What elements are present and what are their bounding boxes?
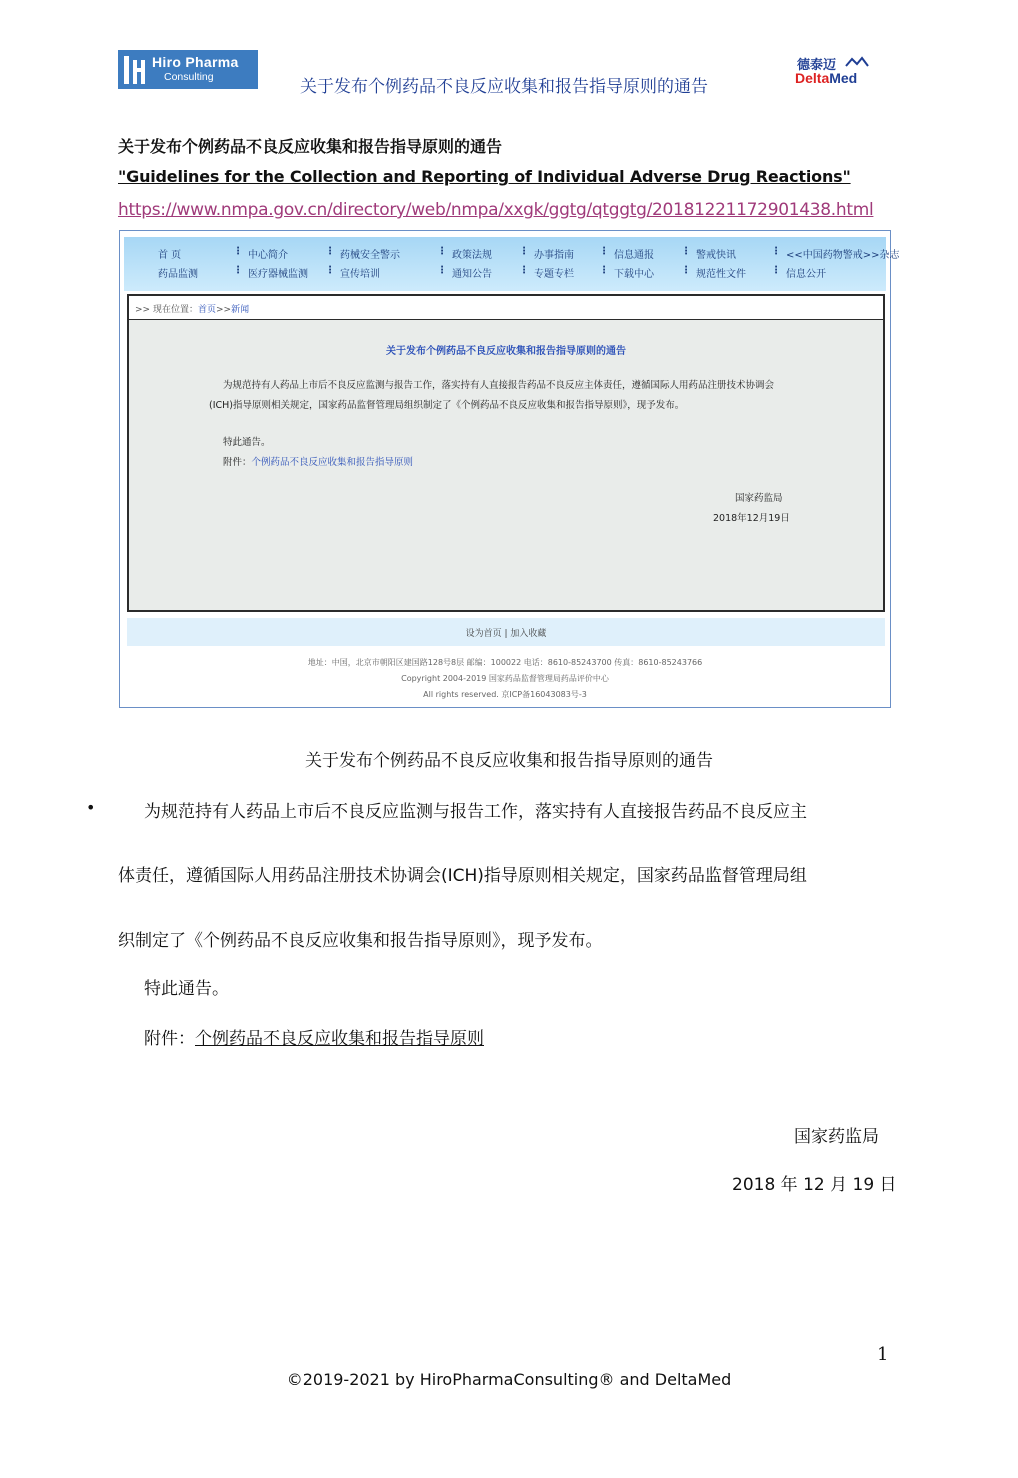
site-footer-address: 地址：中国，北京市朝阳区建国路128号8层 邮编：100022 电话：8610-85243700 传真：8610-85243766 xyxy=(307,658,703,667)
site-nav-item-r1-1[interactable]: 中心简介 xyxy=(248,250,288,261)
header-title: 关于发布个例药品不良反应收集和报告指导原则的通告 xyxy=(300,77,708,97)
hiro-logo-line2: Consulting xyxy=(164,71,214,83)
site-nav-item-r2-2[interactable]: 宣传培训 xyxy=(340,269,380,280)
site-nav-item-r1-5[interactable]: 信息通报 xyxy=(614,250,654,261)
nav-separator: ⋮ xyxy=(681,246,691,257)
body-date: 2018 年 12 月 19 日 xyxy=(732,1175,897,1195)
breadcrumb xyxy=(135,302,249,315)
document-title-cn: 关于发布个例药品不良反应收集和报告指导原则的通告 xyxy=(118,137,503,156)
site-nav-item-r1-6[interactable]: 警戒快讯 xyxy=(696,250,736,261)
hiro-logo-line1: Hiro Pharma xyxy=(152,54,239,70)
site-footer-copyright: Copyright 2004-2019 国家药品监督管理局药品评价中心 xyxy=(401,674,609,683)
body-attachment-label: 附件： xyxy=(144,1029,195,1049)
site-nav-item-r1-2[interactable]: 药械安全警示 xyxy=(340,250,400,261)
page-number: 1 xyxy=(877,1344,889,1365)
hiro-pharma-logo xyxy=(118,50,258,89)
embedded-webpage-screenshot xyxy=(119,230,900,708)
deltamed-logo xyxy=(795,54,875,90)
site-footer-rights: All rights reserved. 京ICP备16043083号-3 xyxy=(423,690,587,699)
site-nav-item-r2-1[interactable]: 医疗器械监测 xyxy=(248,269,308,280)
article-content-box xyxy=(127,294,885,612)
body-attachment-link[interactable]: 个例药品不良反应收集和报告指导原则 xyxy=(195,1029,484,1049)
breadcrumb-home-link[interactable]: 首页 xyxy=(197,305,216,315)
nav-separator: ⋮ xyxy=(437,246,447,257)
article-title: 关于发布个例药品不良反应收集和报告指导原则的通告 xyxy=(386,346,626,357)
article-notice: 特此通告。 xyxy=(223,437,271,448)
site-nav-row2 xyxy=(158,265,926,280)
body-paragraph-line3: 织制定了《个例药品不良反应收集和报告指导原则》，现予发布。 xyxy=(118,931,603,951)
deltamed-logo-en-delta: Delta xyxy=(795,70,830,86)
nav-separator: ⋮ xyxy=(325,246,335,257)
nav-separator: ⋮ xyxy=(519,246,529,257)
site-nav-item-r1-4[interactable]: 办事指南 xyxy=(534,250,574,261)
body-notice: 特此通告。 xyxy=(144,979,229,999)
breadcrumb-news-link[interactable]: 新闻 xyxy=(231,305,250,315)
hiro-logo-mark-icon xyxy=(124,56,146,84)
body-title: 关于发布个例药品不良反应收集和报告指导原则的通告 xyxy=(305,751,713,771)
nav-separator: ⋮ xyxy=(599,265,609,276)
deltamed-logo-en xyxy=(795,70,857,86)
site-nav-item-r2-7[interactable]: 信息公开 xyxy=(786,269,826,280)
site-nav-item-r1-0[interactable]: 首 页 xyxy=(158,250,182,261)
site-footer-links[interactable]: 设为首页 | 加入收藏 xyxy=(465,629,547,639)
nav-separator: ⋮ xyxy=(771,265,781,276)
body-paragraph-line1: 为规范持有人药品上市后不良反应监测与报告工作，落实持有人直接报告药品不良反应主 xyxy=(144,802,807,822)
nav-separator: ⋮ xyxy=(233,265,243,276)
article-paragraph: 为规范持有人药品上市后不良反应监测与报告工作，落实持有人直接报告药品不良反应主体责任，遵循国际人用药品注册技术协调会(ICH)指导原则相关规定，国家药品监督管理局组织制定了《个例药品不良反应收集和报告指导原则》，现予发布。 xyxy=(209,380,775,411)
site-nav-item-r2-3[interactable]: 通知公告 xyxy=(452,269,492,280)
document-title-en: "Guidelines for the Collection and Reporting of Individual Adverse Drug Reactions" xyxy=(118,167,851,186)
body-paragraph-line2: 体责任，遵循国际人用药品注册技术协调会(ICH)指导原则相关规定，国家药品监督管理局组 xyxy=(118,866,807,886)
site-nav-bar xyxy=(124,237,900,291)
body-signer: 国家药监局 xyxy=(794,1127,879,1147)
site-nav-item-r1-7[interactable]: <<中国药物警戒>>杂志 xyxy=(786,250,900,261)
article-attachment xyxy=(223,454,413,468)
nav-separator: ⋮ xyxy=(599,246,609,257)
site-nav-item-r2-5[interactable]: 下载中心 xyxy=(614,269,654,280)
breadcrumb-bar xyxy=(129,296,883,320)
copyright-footer: ©2019-2021 by HiroPharmaConsulting® and DeltaMed xyxy=(286,1370,732,1389)
bullet-marker: • xyxy=(86,798,96,817)
body-attachment xyxy=(144,1024,484,1049)
source-url-link[interactable]: https://www.nmpa.gov.cn/directory/web/nmpa/xxgk/ggtg/qtggtg/20181221172901438.html xyxy=(118,200,874,220)
article-signer: 国家药监局 xyxy=(735,493,783,504)
breadcrumb-separator: >> xyxy=(215,305,232,315)
site-nav-row1 xyxy=(158,246,926,261)
mountain-icon xyxy=(845,56,869,68)
nav-separator: ⋮ xyxy=(681,265,691,276)
article-attachment-label: 附件： xyxy=(223,457,252,468)
breadcrumb-prefix: >> 现在位置： xyxy=(135,305,198,315)
site-footer-links-bar xyxy=(127,618,885,646)
nav-separator: ⋮ xyxy=(325,265,335,276)
nav-separator: ⋮ xyxy=(437,265,447,276)
article-date: 2018年12月19日 xyxy=(713,513,790,524)
site-nav-item-r2-0[interactable]: 药品监测 xyxy=(158,269,198,280)
nav-separator: ⋮ xyxy=(233,246,243,257)
article-attachment-link[interactable]: 个例药品不良反应收集和报告指导原则 xyxy=(251,457,414,468)
site-nav-item-r2-6[interactable]: 规范性文件 xyxy=(696,269,746,280)
nav-separator: ⋮ xyxy=(519,265,529,276)
deltamed-logo-cn: 德泰迈 xyxy=(797,58,837,73)
nav-separator: ⋮ xyxy=(771,246,781,257)
deltamed-logo-en-med: Med xyxy=(829,70,858,86)
site-nav-item-r1-3[interactable]: 政策法规 xyxy=(452,250,492,261)
site-nav-item-r2-4[interactable]: 专题专栏 xyxy=(534,269,574,280)
